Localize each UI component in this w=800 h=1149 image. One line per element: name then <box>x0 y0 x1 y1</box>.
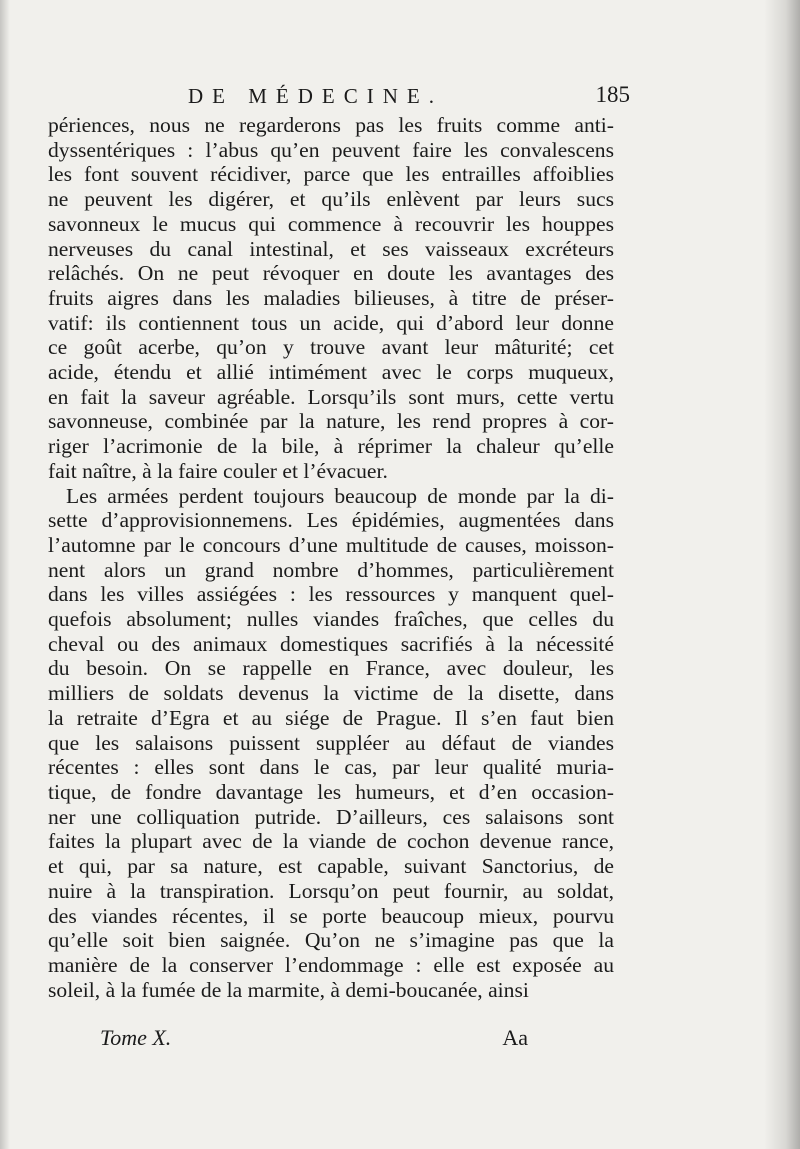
signature-mark: Aa <box>502 1025 528 1050</box>
text-line: nerveuses du canal intestinal, et ses vaisseaux excréteurs <box>48 236 614 261</box>
text-line: savonneux le mucus qui commence à recouvrir les houppes <box>48 211 614 236</box>
text-line: fait naître, à la faire couler et l’évacuer. <box>48 458 388 483</box>
text-line: tique, de fondre davantage les humeurs, et d’en occasion- <box>48 779 614 804</box>
text-line: ce goût acerbe, qu’on y trouve avant leur mâturité; cet <box>48 335 614 360</box>
text-line: acide, étendu et allié intimément avec le corps muqueux, <box>48 360 614 385</box>
text-line: ne peuvent les digérer, et qu’ils enlèvent par leurs sucs <box>48 187 614 212</box>
text-line: récentes : elles sont dans le cas, par leur qualité muria- <box>48 755 614 780</box>
text-line: savonneuse, combinée par la nature, les rend propres à cor- <box>48 409 614 434</box>
text-line: riger l’acrimonie de la bile, à réprimer la chaleur qu’elle <box>48 434 614 459</box>
text-line: nuire à la transpiration. Lorsqu’on peut fournir, au soldat, <box>48 878 614 903</box>
text-line: soleil, à la fumée de la marmite, à demi-boucanée, ainsi <box>48 977 529 1002</box>
text-line: cheval ou des animaux domestiques sacrifiés à la nécessité <box>48 631 614 656</box>
volume-label: Tome X. <box>100 1025 172 1050</box>
page-number: 185 <box>595 82 630 107</box>
text-line: des viandes récentes, il se porte beaucoup mieux, pourvu <box>48 903 614 928</box>
text-line: nent alors un grand nombre d’hommes, particulièrement <box>48 557 614 582</box>
text-line: dyssentériques : l’abus qu’en peuvent faire les convalescens <box>48 137 614 162</box>
text-line: périences, nous ne regarderons pas les fruits comme anti- <box>48 113 614 137</box>
text-line: quefois absolument; nulles viandes fraîches, que celles du <box>48 607 614 632</box>
text-line: Les armées perdent toujours beaucoup de monde par la di- <box>66 483 614 508</box>
text-line: les font souvent récidiver, parce que les entrailles affoiblies <box>48 162 614 187</box>
text-line: qu’elle soit bien saignée. Qu’on ne s’imagine pas que la <box>48 928 614 953</box>
text-line: ner une colliquation putride. D’ailleurs, ces salaisons sont <box>48 804 614 829</box>
text-line: en fait la saveur agréable. Lorsqu’ils sont murs, cette vertu <box>48 384 614 409</box>
paragraph <box>48 113 614 484</box>
text-line: que les salaisons puissent suppléer au défaut de viandes <box>48 730 614 755</box>
text-line: fruits aigres dans les maladies bilieuses, à titre de préser- <box>48 285 614 310</box>
text-line: relâchés. On ne peut révoquer en doute les avantages des <box>48 261 614 286</box>
paragraph <box>48 484 614 1003</box>
text-line: manière de la conserver l’endommage : elle est exposée au <box>48 952 614 977</box>
text-line: et qui, par sa nature, est capable, suivant Sanctorius, de <box>48 854 614 879</box>
text-line: faites la plupart avec de la viande de cochon devenue rance, <box>48 829 614 854</box>
page-left-edge <box>0 0 10 1149</box>
text-line: milliers de soldats devenus la victime de la disette, dans <box>48 681 614 706</box>
text-line: l’automne par le concours d’une multitude de causes, moisson- <box>48 532 614 557</box>
text-body <box>48 113 614 1002</box>
page-footer <box>100 1025 540 1055</box>
text-line: vatif: ils contiennent tous un acide, qui d’abord leur donne <box>48 310 614 335</box>
text-line: sette d’approvisionnemens. Les épidémies, augmentées dans <box>48 508 614 533</box>
text-line: la retraite d’Egra et au siége de Prague. Il s’en faut bien <box>48 705 614 730</box>
text-line: dans les villes assiégées : les ressources y manquent quel- <box>48 582 614 607</box>
text-line: du besoin. On se rappelle en France, avec douleur, les <box>48 656 614 681</box>
running-head: DE MÉDECINE. <box>188 84 443 108</box>
page-header <box>40 84 630 112</box>
page-gutter-shadow <box>764 0 800 1149</box>
